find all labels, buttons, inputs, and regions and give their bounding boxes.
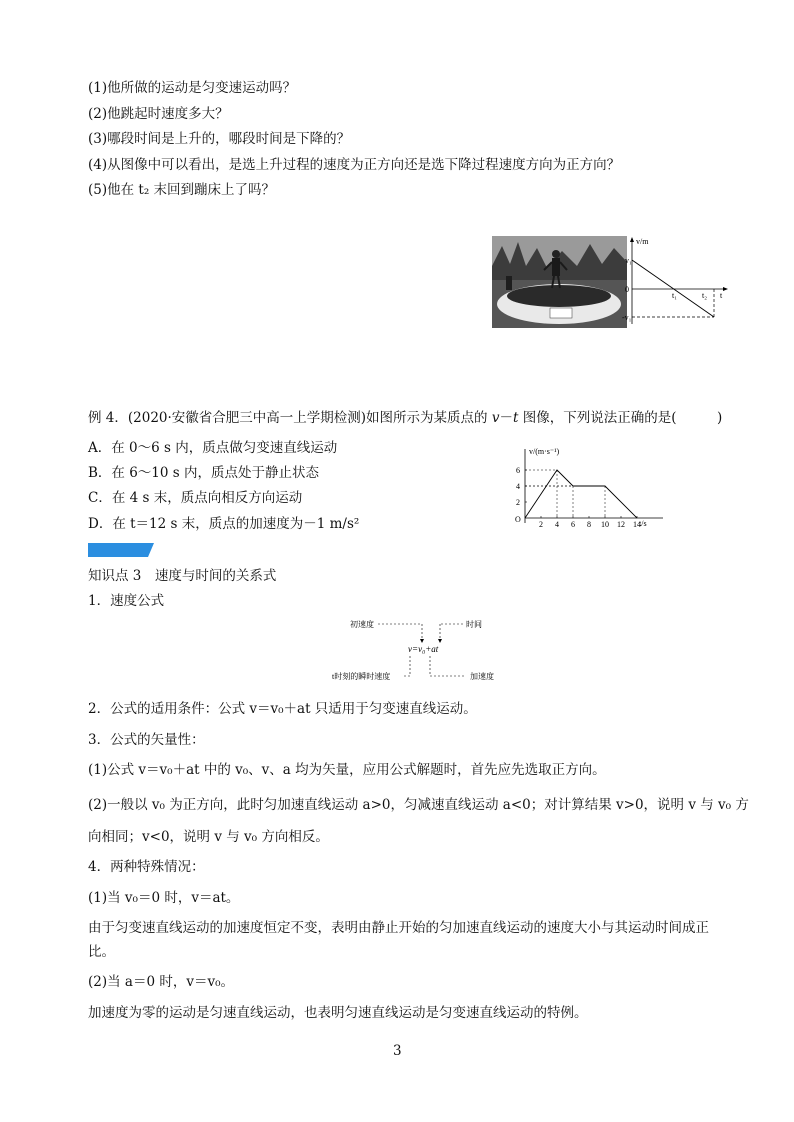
formula-time-label: 时间 [466, 620, 482, 629]
x-tick-label: 10 [601, 520, 609, 529]
example4-stem-b: 图像，下列说法正确的是( ) [518, 410, 723, 426]
x-tick-label: 6 [571, 520, 575, 529]
formula-equation: v=v₀+at [408, 644, 439, 654]
item-3: 3．公式的矢量性： [88, 732, 205, 748]
vt1-t2-label: t₂ [702, 291, 708, 300]
chart-xlabel: t/s [639, 519, 647, 528]
formula-accel-label: 加速度 [470, 672, 494, 681]
item-4-1-desc-b: 比。 [88, 944, 115, 960]
vt1-t-label: t [720, 291, 723, 300]
item-1: 1．速度公式 [88, 593, 165, 609]
item-4-1-desc-a: 由于匀变速直线运动的加速度恒定不变，表明由静止开始的匀加速直线运动的速度大小与其运动时间成正 [88, 920, 709, 936]
formula-initial-label: 初速度 [350, 620, 374, 629]
trampoline-photo [492, 236, 627, 328]
formula-diagram [330, 614, 505, 688]
item-3-1: (1)公式 v＝v₀＋at 中的 v₀、v、a 均为矢量，应用公式解题时，首先应先选取正方向。 [88, 762, 606, 778]
item-2: 2．公式的适用条件：公式 v＝v₀＋at 只适用于匀变速直线运动。 [88, 701, 477, 717]
chart-origin: O [515, 515, 521, 524]
section-banner [88, 543, 154, 557]
x-tick-label: 12 [617, 520, 625, 529]
question-5: (5)他在 t₂ 末回到蹦床上了吗？ [88, 182, 276, 198]
item-4-1: (1)当 v₀＝0 时，v＝at。 [88, 890, 240, 906]
vt1-t1-label: t₁ [672, 291, 678, 300]
example4-v: v [491, 410, 500, 426]
series-line [525, 470, 637, 518]
section-title: 知识点 3 速度与时间的关系式 [88, 568, 277, 584]
option-c: C．在 4 s 末，质点向相反方向运动 [88, 490, 303, 506]
question-4: (4)从图像中可以看出，是选上升过程的速度为正方向还是选下降过程速度方向为正方向？ [88, 157, 621, 173]
example4-dash: － [499, 410, 513, 426]
question-1: (1)他所做的运动是匀变速运动吗？ [88, 80, 297, 96]
item-4: 4．两种特殊情况： [88, 859, 205, 875]
chart-ylabel: v/(m·s⁻¹) [529, 447, 560, 456]
vt1-v1-label: v₁ [625, 256, 632, 265]
y-tick-label: 2 [516, 498, 520, 507]
option-d: D．在 t＝12 s 末，质点的加速度为－1 m/s² [88, 516, 360, 532]
item-4-2: (2)当 a＝0 时，v＝v₀。 [88, 974, 235, 990]
formula-instant-label: t时刻的瞬时速度 [332, 672, 391, 681]
vt1-ylabel: v/m [636, 237, 649, 246]
example4-stem [88, 408, 722, 428]
y-tick-label: 6 [516, 466, 520, 475]
example4-t: t [513, 410, 519, 426]
x-tick-label: 8 [587, 520, 591, 529]
x-tick-label: 4 [555, 520, 559, 529]
question-3: (3)哪段时间是上升的，哪段时间是下降的？ [88, 131, 351, 147]
vt-graph-trampoline [622, 232, 730, 332]
x-tick-label: 2 [539, 520, 543, 529]
option-b: B．在 6～10 s 内，质点处于静止状态 [88, 465, 319, 481]
item-3-2b: 向相同；v<0，说明 v 与 v₀ 方向相反。 [88, 829, 329, 845]
item-4-2-desc: 加速度为零的运动是匀速直线运动，也表明匀速直线运动是匀变速直线运动的特例。 [88, 1005, 588, 1021]
vt1-zero-label: 0 [625, 285, 629, 294]
vt1-negv1-label: -v₁ [622, 313, 632, 322]
item-3-2a: (2)一般以 v₀ 为正方向，此时匀加速直线运动 a>0，匀减速直线运动 a<0；对计算结果 v>0，说明 v 与 v₀ 方 [88, 797, 749, 813]
example4-stem-a: 例 4．(2020·安徽省合肥三中高一上学期检测)如图所示为某质点的 [88, 410, 492, 426]
page-number: 3 [393, 1043, 402, 1059]
question-2: (2)他跳起时速度多大？ [88, 106, 229, 122]
vt-chart-example4 [505, 443, 670, 537]
option-a: A．在 0～6 s 内，质点做匀变速直线运动 [88, 440, 338, 456]
y-tick-label: 4 [516, 482, 520, 491]
x-tick-label: 14 [633, 520, 641, 529]
